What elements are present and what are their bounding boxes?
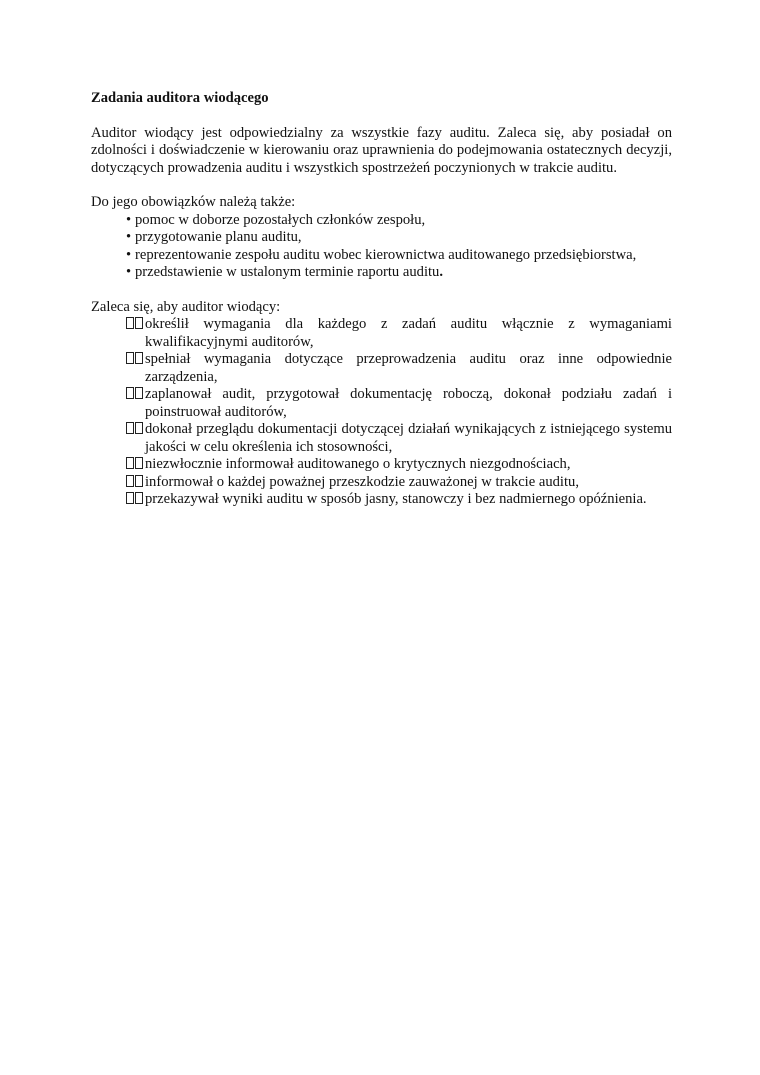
bullet-icon: • [126,264,132,280]
duties-list-item [126,264,672,282]
bullet-icon: • [126,211,132,228]
paragraph-spacer [91,177,672,194]
paragraph-spacer [91,282,672,299]
duty-text: przedstawienie w ustalonym terminie raportu auditu [135,264,440,280]
recommendation-text: zaplanował audit, przygotował dokumentację roboczą, dokonał podziału zadań i poinstruował auditorów, [145,386,672,420]
duties-list-item [126,212,672,230]
document-content [91,90,672,509]
missing-glyph-icon [126,386,145,404]
recommendation-text: informował o każdej poważnej przeszkodzie zauważonej w trakcie auditu, [145,473,579,490]
bullet-icon: • [126,229,132,245]
recommendation-text: niezwłocznie informował auditowanego o krytycznych niezgodnościach, [145,456,571,472]
missing-glyph-icon [126,456,145,474]
duties-intro: Do jego obowiązków należą także: [91,194,296,210]
duties-list-item [126,247,672,265]
recommendation-item [126,351,672,386]
missing-glyph-icon [126,474,145,492]
recommendations-list [91,316,672,509]
recommendation-text: spełniał wymagania dotyczące przeprowadzenia auditu oraz inne odpowiednie zarządzenia, [145,351,672,385]
document-title: Zadania auditora wiodącego [91,90,269,106]
duties-list [91,212,672,282]
bullet-icon: • [126,246,132,263]
recommendation-text: dokonał przeglądu dokumentacji dotyczącej działań wynikających z istniejącego systemu jakości w celu określenia ich stosowności, [145,421,672,455]
duty-final-period: . [439,264,444,280]
duties-list-item [126,229,672,247]
recommendation-item [126,474,672,492]
recommendation-text: przekazywał wyniki auditu w sposób jasny, stanowczy i bez nadmiernego opóźnienia. [145,491,647,507]
recommendation-text: określił wymagania dla każdego z zadań auditu włącznie z wymaganiami kwalifikacyjnymi auditorów, [145,316,672,350]
missing-glyph-icon [126,316,145,334]
missing-glyph-icon [126,491,145,509]
recommendation-item [126,421,672,456]
recommendation-item [126,491,672,509]
duty-text: pomoc w doborze pozostałych członków zespołu, [135,211,426,228]
duty-text: przygotowanie planu auditu, [135,229,302,245]
recommendation-item [126,316,672,351]
recommendation-item [126,456,672,474]
intro-paragraph: Auditor wiodący jest odpowiedzialny za wszystkie fazy auditu. Zaleca się, aby posiadał on zdolności i doświadczenie w kierowaniu oraz uprawnienia do podejmowania ostatecznych decyzji, dotyczących prowadzenia auditu i wszystkich spostrzeżeń poczynionych w trakcie auditu. [91,124,672,176]
duty-text: reprezentowanie zespołu auditu wobec kierownictwa auditowanego przedsiębiorstwa, [135,246,637,263]
missing-glyph-icon [126,351,145,369]
recommend-intro: Zaleca się, aby auditor wiodący: [91,298,281,315]
recommendation-item [126,386,672,421]
missing-glyph-icon [126,421,145,439]
